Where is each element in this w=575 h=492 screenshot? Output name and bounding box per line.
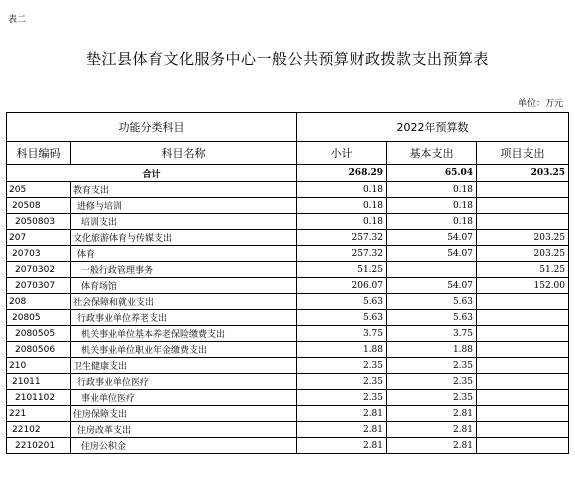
row-basic: 0.18: [387, 182, 477, 198]
row-code: 2101102: [7, 390, 71, 406]
document-title: 垫江县体育文化服务中心一般公共预算财政拨款支出预算表: [85, 50, 489, 68]
row-subtotal: 3.75: [297, 326, 387, 342]
row-code: 2080505: [7, 326, 71, 342]
row-basic: 2.35: [387, 358, 477, 374]
row-project: 152.00: [477, 278, 569, 294]
table-row: [7, 198, 569, 214]
row-name: 社会保障和就业支出: [71, 294, 297, 310]
row-project: [477, 390, 569, 406]
budget-table: [6, 112, 569, 454]
row-name: 住房公积金: [71, 438, 297, 454]
row-subtotal: 2.35: [297, 390, 387, 406]
row-basic: 0.18: [387, 214, 477, 230]
row-name: 进修与培训: [71, 198, 297, 214]
row-code: 2070307: [7, 278, 71, 294]
table-number-label: 表二: [8, 15, 27, 25]
row-basic: 2.81: [387, 422, 477, 438]
row-basic: 3.75: [387, 326, 477, 342]
row-basic: 2.81: [387, 438, 477, 454]
row-name: 机关事业单位职业年金缴费支出: [71, 342, 297, 358]
row-project: [477, 374, 569, 390]
row-name: 卫生健康支出: [71, 358, 297, 374]
row-name: 一般行政管理事务: [71, 262, 297, 278]
total-basic: 65.04: [387, 165, 477, 182]
row-project: [477, 342, 569, 358]
row-subtotal: 2.81: [297, 422, 387, 438]
table-row: [7, 326, 569, 342]
total-row: [7, 165, 569, 182]
row-code: 2050803: [7, 214, 71, 230]
row-name: 事业单位医疗: [71, 390, 297, 406]
table-row: [7, 374, 569, 390]
row-project: [477, 422, 569, 438]
row-name: 机关事业单位基本养老保险缴费支出: [71, 326, 297, 342]
table-row: [7, 438, 569, 454]
row-project: [477, 406, 569, 422]
row-code: 2080506: [7, 342, 71, 358]
header-name: 科目名称: [71, 142, 297, 165]
header-project: 项目支出: [477, 142, 569, 165]
row-code: 20508: [7, 198, 71, 214]
table-row: [7, 406, 569, 422]
table-row: [7, 358, 569, 374]
row-basic: 54.07: [387, 278, 477, 294]
row-basic: 2.35: [387, 390, 477, 406]
row-subtotal: 0.18: [297, 214, 387, 230]
row-code: 21011: [7, 374, 71, 390]
row-basic: 54.07: [387, 246, 477, 262]
row-code: 20703: [7, 246, 71, 262]
table-row: [7, 262, 569, 278]
table-row: [7, 278, 569, 294]
row-subtotal: 2.81: [297, 406, 387, 422]
row-name: 住房保障支出: [71, 406, 297, 422]
row-basic: 2.35: [387, 374, 477, 390]
row-name: 行政事业单位医疗: [71, 374, 297, 390]
row-project: 51.25: [477, 262, 569, 278]
header-basic: 基本支出: [387, 142, 477, 165]
unit-label: 单位：万元: [517, 99, 563, 109]
row-name: 体育场馆: [71, 278, 297, 294]
row-basic: 1.88: [387, 342, 477, 358]
row-project: [477, 294, 569, 310]
header-subtotal: 小计: [297, 142, 387, 165]
row-subtotal: 257.32: [297, 246, 387, 262]
table-row: [7, 422, 569, 438]
row-project: [477, 438, 569, 454]
row-subtotal: 257.32: [297, 230, 387, 246]
row-basic: 0.18: [387, 198, 477, 214]
row-name: 行政事业单位养老支出: [71, 310, 297, 326]
row-name: 教育支出: [71, 182, 297, 198]
header-functional-classification: 功能分类科目: [7, 113, 297, 142]
row-subtotal: 2.81: [297, 438, 387, 454]
row-subtotal: 0.18: [297, 198, 387, 214]
header-row-columns: [7, 142, 569, 165]
row-code: 205: [7, 182, 71, 198]
total-label: 合计: [7, 165, 297, 182]
row-code: 2210201: [7, 438, 71, 454]
row-subtotal: 51.25: [297, 262, 387, 278]
row-code: 2070302: [7, 262, 71, 278]
row-subtotal: 5.63: [297, 310, 387, 326]
row-code: 210: [7, 358, 71, 374]
table-row: [7, 246, 569, 262]
table-row: [7, 342, 569, 358]
table-row: [7, 390, 569, 406]
row-code: 208: [7, 294, 71, 310]
row-subtotal: 5.63: [297, 294, 387, 310]
table-row: [7, 294, 569, 310]
row-project: [477, 326, 569, 342]
row-subtotal: 206.07: [297, 278, 387, 294]
row-basic: [387, 262, 477, 278]
row-code: 221: [7, 406, 71, 422]
row-subtotal: 0.18: [297, 182, 387, 198]
row-name: 住房改革支出: [71, 422, 297, 438]
row-name: 培训支出: [71, 214, 297, 230]
total-project: 203.25: [477, 165, 569, 182]
row-basic: 5.63: [387, 310, 477, 326]
row-code: 207: [7, 230, 71, 246]
row-project: [477, 214, 569, 230]
row-subtotal: 2.35: [297, 374, 387, 390]
row-project: [477, 310, 569, 326]
total-subtotal: 268.29: [297, 165, 387, 182]
row-subtotal: 1.88: [297, 342, 387, 358]
row-project: [477, 198, 569, 214]
row-basic: 54.07: [387, 230, 477, 246]
row-code: 20805: [7, 310, 71, 326]
row-project: 203.25: [477, 230, 569, 246]
header-budget-year: 2022年预算数: [297, 113, 569, 142]
row-project: 203.25: [477, 246, 569, 262]
header-code: 科目编码: [7, 142, 71, 165]
table-row: [7, 310, 569, 326]
table-row: [7, 214, 569, 230]
row-basic: 2.81: [387, 406, 477, 422]
row-basic: 5.63: [387, 294, 477, 310]
row-code: 22102: [7, 422, 71, 438]
row-subtotal: 2.35: [297, 358, 387, 374]
row-name: 文化旅游体育与传媒支出: [71, 230, 297, 246]
table-row: [7, 182, 569, 198]
row-project: [477, 358, 569, 374]
table-row: [7, 230, 569, 246]
row-project: [477, 182, 569, 198]
row-name: 体育: [71, 246, 297, 262]
header-row-group: [7, 113, 569, 142]
